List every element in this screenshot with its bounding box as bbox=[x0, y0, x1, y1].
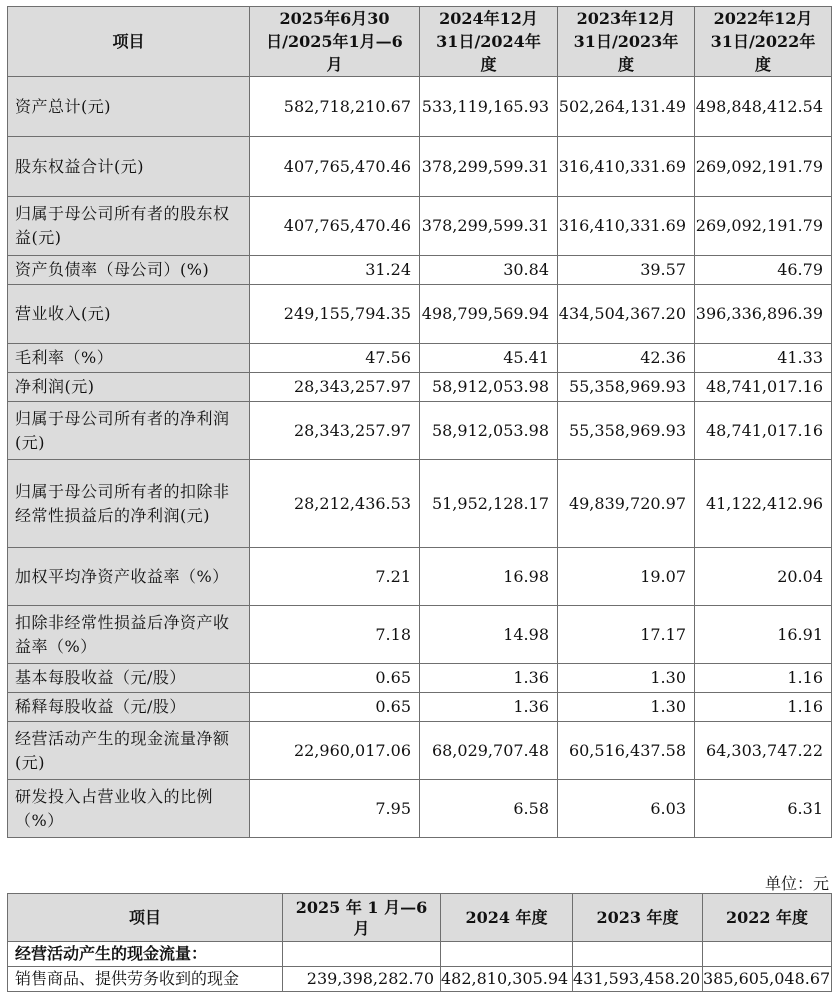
table-row bbox=[8, 693, 832, 722]
cell-value: 249,155,794.35 bbox=[250, 285, 420, 344]
cell-value: 269,092,191.79 bbox=[695, 137, 832, 197]
empty-cell bbox=[573, 942, 703, 967]
cell-value: 6.03 bbox=[558, 780, 695, 838]
cell-value: 407,765,470.46 bbox=[250, 137, 420, 197]
cell-value: 28,343,257.97 bbox=[250, 373, 420, 402]
cell-value: 41,122,412.96 bbox=[695, 460, 832, 548]
table-row bbox=[8, 722, 832, 780]
row-label: 销售商品、提供劳务收到的现金 bbox=[8, 967, 283, 992]
cell-value: 55,358,969.93 bbox=[558, 373, 695, 402]
cell-value: 7.21 bbox=[250, 548, 420, 606]
table-row bbox=[8, 967, 832, 992]
cell-value: 14.98 bbox=[420, 606, 558, 664]
cell-value: 17.17 bbox=[558, 606, 695, 664]
row-label: 经营活动产生的现金流量净额(元) bbox=[8, 722, 250, 780]
cell-value: 1.36 bbox=[420, 664, 558, 693]
cell-value: 7.95 bbox=[250, 780, 420, 838]
header-col-2023 bbox=[558, 7, 695, 77]
table-row bbox=[8, 77, 832, 137]
cell-value: 269,092,191.79 bbox=[695, 197, 832, 256]
row-label: 归属于母公司所有者的扣除非经常性损益后的净利润(元) bbox=[8, 460, 250, 548]
cell-value: 58,912,053.98 bbox=[420, 373, 558, 402]
header-item: 项目 bbox=[8, 7, 250, 77]
cell-value: 434,504,367.20 bbox=[558, 285, 695, 344]
cell-value: 1.16 bbox=[695, 664, 832, 693]
row-label: 资产负债率（母公司）(%) bbox=[8, 256, 250, 285]
row-label: 资产总计(元) bbox=[8, 77, 250, 137]
row-label: 归属于母公司所有者的股东权益(元) bbox=[8, 197, 250, 256]
cell-value: 60,516,437.58 bbox=[558, 722, 695, 780]
cell-value: 1.30 bbox=[558, 693, 695, 722]
cell-value: 582,718,210.67 bbox=[250, 77, 420, 137]
row-label: 营业收入(元) bbox=[8, 285, 250, 344]
cell-value: 41.33 bbox=[695, 344, 832, 373]
unit-label: 单位：元 bbox=[764, 874, 829, 893]
cell-value: 498,799,569.94 bbox=[420, 285, 558, 344]
row-label: 研发投入占营业收入的比例（%） bbox=[8, 780, 250, 838]
cell-value: 16.91 bbox=[695, 606, 832, 664]
header-col-2022-text: 2022年12月31日/2022年度 bbox=[710, 9, 816, 74]
cell-value: 55,358,969.93 bbox=[558, 402, 695, 460]
cell-value: 1.36 bbox=[420, 693, 558, 722]
cell-value: 49,839,720.97 bbox=[558, 460, 695, 548]
header-col-2022: 2022 年度 bbox=[703, 894, 832, 942]
cell-value: 378,299,599.31 bbox=[420, 137, 558, 197]
empty-cell bbox=[283, 942, 441, 967]
header-col-2024 bbox=[420, 7, 558, 77]
cell-value: 16.98 bbox=[420, 548, 558, 606]
table-row bbox=[8, 780, 832, 838]
section-row bbox=[8, 942, 832, 967]
cell-value: 39.57 bbox=[558, 256, 695, 285]
table-row bbox=[8, 344, 832, 373]
header-col-2025h1 bbox=[283, 894, 441, 942]
cell-value: 46.79 bbox=[695, 256, 832, 285]
row-label: 毛利率（%） bbox=[8, 344, 250, 373]
cell-value: 407,765,470.46 bbox=[250, 197, 420, 256]
table-row bbox=[8, 606, 832, 664]
header-row bbox=[8, 7, 832, 77]
header-col-2025h1-text: 2025 年 1 月—6 月 bbox=[295, 897, 428, 938]
cell-value: 30.84 bbox=[420, 256, 558, 285]
row-label: 净利润(元) bbox=[8, 373, 250, 402]
table-row bbox=[8, 548, 832, 606]
cell-value: 1.16 bbox=[695, 693, 832, 722]
cell-value: 48,741,017.16 bbox=[695, 402, 832, 460]
cell-value: 0.65 bbox=[250, 693, 420, 722]
header-col-2025h1-text: 2025年6月30日/2025年1月—6月 bbox=[266, 9, 403, 74]
header-col-2024-text: 2024年12月31日/2024年度 bbox=[436, 9, 541, 74]
cell-value: 42.36 bbox=[558, 344, 695, 373]
cell-value: 482,810,305.94 bbox=[441, 967, 573, 992]
header-col-2023-text: 2023年12月31日/2023年度 bbox=[573, 9, 679, 74]
section-label: 经营活动产生的现金流量： bbox=[8, 942, 283, 967]
cell-value: 58,912,053.98 bbox=[420, 402, 558, 460]
row-label: 归属于母公司所有者的净利润(元) bbox=[8, 402, 250, 460]
empty-cell bbox=[441, 942, 573, 967]
cell-value: 7.18 bbox=[250, 606, 420, 664]
cell-value: 316,410,331.69 bbox=[558, 197, 695, 256]
cell-value: 64,303,747.22 bbox=[695, 722, 832, 780]
header-col-2023: 2023 年度 bbox=[573, 894, 703, 942]
table-row bbox=[8, 256, 832, 285]
header-col-2024: 2024 年度 bbox=[441, 894, 573, 942]
cell-value: 533,119,165.93 bbox=[420, 77, 558, 137]
cell-value: 31.24 bbox=[250, 256, 420, 285]
row-label: 股东权益合计(元) bbox=[8, 137, 250, 197]
header-col-2022 bbox=[695, 7, 832, 77]
cell-value: 6.58 bbox=[420, 780, 558, 838]
financial-summary-table bbox=[7, 6, 832, 838]
cell-value: 502,264,131.49 bbox=[558, 77, 695, 137]
cell-value: 1.30 bbox=[558, 664, 695, 693]
table-row bbox=[8, 460, 832, 548]
table-row bbox=[8, 197, 832, 256]
header-col-2025h1 bbox=[250, 7, 420, 77]
table-row bbox=[8, 373, 832, 402]
cell-value: 22,960,017.06 bbox=[250, 722, 420, 780]
header-item: 项目 bbox=[8, 894, 283, 942]
table-row bbox=[8, 285, 832, 344]
cell-value: 20.04 bbox=[695, 548, 832, 606]
cell-value: 48,741,017.16 bbox=[695, 373, 832, 402]
cell-value: 239,398,282.70 bbox=[283, 967, 441, 992]
cell-value: 396,336,896.39 bbox=[695, 285, 832, 344]
cell-value: 47.56 bbox=[250, 344, 420, 373]
cell-value: 28,212,436.53 bbox=[250, 460, 420, 548]
cell-value: 431,593,458.20 bbox=[573, 967, 703, 992]
cash-flow-table bbox=[7, 893, 832, 992]
table-row bbox=[8, 137, 832, 197]
cell-value: 68,029,707.48 bbox=[420, 722, 558, 780]
cell-value: 0.65 bbox=[250, 664, 420, 693]
row-label: 加权平均净资产收益率（%） bbox=[8, 548, 250, 606]
cell-value: 498,848,412.54 bbox=[695, 77, 832, 137]
row-label: 稀释每股收益（元/股） bbox=[8, 693, 250, 722]
cell-value: 385,605,048.67 bbox=[703, 967, 832, 992]
table-row bbox=[8, 664, 832, 693]
cell-value: 45.41 bbox=[420, 344, 558, 373]
cell-value: 378,299,599.31 bbox=[420, 197, 558, 256]
row-label: 基本每股收益（元/股） bbox=[8, 664, 250, 693]
cell-value: 6.31 bbox=[695, 780, 832, 838]
row-label: 扣除非经常性损益后净资产收益率（%） bbox=[8, 606, 250, 664]
cell-value: 51,952,128.17 bbox=[420, 460, 558, 548]
cell-value: 28,343,257.97 bbox=[250, 402, 420, 460]
table-row bbox=[8, 402, 832, 460]
empty-cell bbox=[703, 942, 832, 967]
header-row bbox=[8, 894, 832, 942]
cell-value: 316,410,331.69 bbox=[558, 137, 695, 197]
cell-value: 19.07 bbox=[558, 548, 695, 606]
